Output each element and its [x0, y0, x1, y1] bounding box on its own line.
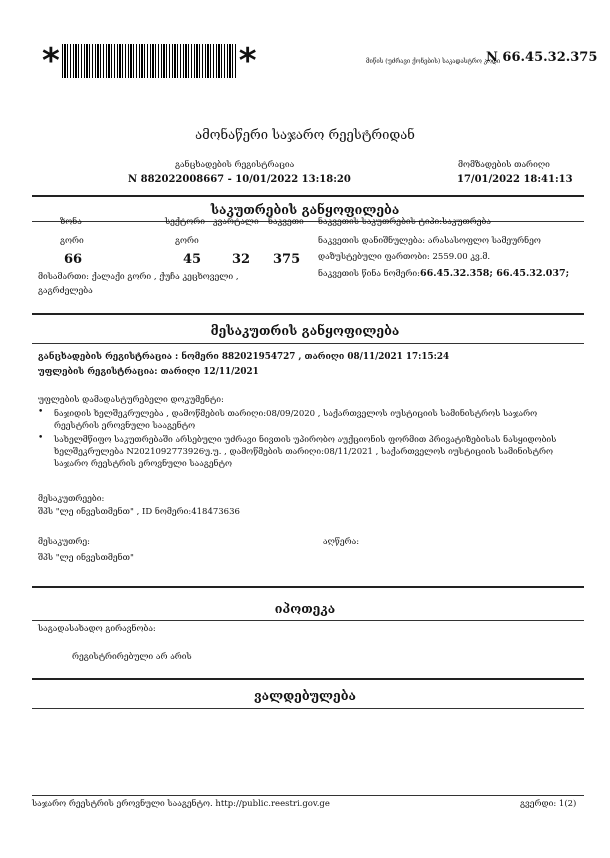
application-reg-value: N 882022008667 - 10/01/2022 13:18:20 — [128, 174, 351, 185]
divider — [32, 195, 584, 197]
col-zone-label: ზონა — [60, 217, 82, 227]
footer-page-number: გვერდი: 1(2) — [520, 799, 577, 809]
rights-registration-line: უფლების რეგისტრაცია: თარიღი 12/11/2021 — [38, 367, 259, 377]
footer-divider — [32, 795, 584, 796]
tax-lien-status: რეგისტრირებული არ არის — [72, 652, 192, 662]
divider — [32, 343, 584, 344]
parcel-designation: ნაკვეთის დანიშნულება: არასასოფლო სამეურნეო — [318, 236, 541, 246]
parcel-value: 375 — [273, 252, 301, 267]
document-item-1: ნაჯიდის ხელშეკრულება , დამოწმების თარიღი:08/09/2020 , საქართველოს იუსტიციის სამინისტროს საჯარო რეესტრის ეროვნული სააგენტო — [54, 409, 538, 431]
bullet-icon: • — [38, 407, 44, 417]
divider — [32, 678, 584, 680]
barcode-bars — [62, 44, 237, 78]
cadastral-code: N 66.45.32.375 — [486, 50, 598, 65]
footer-agency: საჯარო რეესტრის ეროვნული სააგენტო. http://public.reestri.gov.ge — [32, 799, 330, 809]
barcode-star-left: * — [42, 41, 60, 81]
divider — [32, 708, 584, 709]
sector-value: 45 — [183, 252, 202, 267]
property-section-title: საკუთრების განყოფილება — [210, 202, 400, 217]
previous-number-label: ნაკვეთის წინა ნომერი: — [318, 269, 420, 279]
owner-label: მესაკუთრე: — [38, 537, 91, 547]
previous-number-value: 66.45.32.358; 66.45.32.037; — [420, 268, 570, 279]
owner-application-line: განცხადების რეგისტრაცია : ნომერი 882021954727 , თარიღი 08/11/2021 17:15:24 — [38, 352, 450, 362]
documents-label: უფლების დამადასტურებელი დოკუმენტი: — [38, 395, 224, 405]
owners-value: შპს "ლე ინვესთმენთ" , ID ნომერი:418473636 — [38, 507, 240, 517]
extract-note: მიწის (უძრავი ქონების) საკადასტრო კოდი — [366, 58, 501, 65]
ownership-type: ნაკვეთის საკუთრების ტიპი:საკუთრება — [318, 217, 491, 227]
address-line1: ქალაქი გორი , ქუჩა კეცხოველი , — [91, 272, 239, 282]
divider — [32, 586, 584, 588]
application-reg-label: განცხადების რეგისტრაცია — [175, 160, 295, 170]
owners-label: მესაკუთრეები: — [38, 494, 105, 504]
col-quarter-label: კვარტალი — [213, 217, 259, 227]
barcode — [42, 40, 257, 82]
barcode-star-right: * — [238, 41, 257, 81]
mortgage-section-title: იპოთეკა — [274, 601, 336, 616]
document-title: ამონაწერი საჯარო რეესტრიდან — [195, 128, 415, 143]
bullet-icon: • — [38, 433, 44, 443]
sector-sublabel: გორი — [175, 236, 199, 246]
divider — [32, 313, 584, 315]
divider — [32, 620, 584, 621]
zone-value: 66 — [64, 252, 83, 267]
area-label: დაზუსტებული ფართობი: — [318, 252, 430, 262]
preparation-date-label: მომზადების თარიღი — [458, 160, 550, 170]
col-sector-label: სექტორი — [165, 217, 206, 227]
preparation-date-value: 17/01/2022 18:41:13 — [457, 174, 573, 185]
document-item-2: სახელმწიფო საკუთრებაში არსებული უძრავი ნივთის უპირობო აუქციონის ფორმით პრივატიზებისას ნასყიდობის ხელშეკრულება N2021092773926უ.უ. , დამოწმების თარიღი:08/11/2021 , საქართველოს იუსტიციის სამინისტრო საჯარო რეესტრის ეროვნული სააგენტო — [54, 435, 557, 469]
owner-value: შპს "ლე ინვესთმენთ" — [38, 553, 134, 563]
zone-sublabel: გორი — [60, 236, 84, 246]
description-label: აღწერა: — [323, 537, 360, 547]
owner-section-title: მესაკუთრის განყოფილება — [210, 323, 400, 338]
tax-lien-label: საგადასახადო გირავნობა: — [38, 624, 156, 634]
col-parcel-label: ნაკვეთი — [268, 217, 304, 227]
address-line2: გაგრძელება — [38, 286, 93, 296]
area-value: 2559.00 კვ.მ. — [432, 252, 491, 262]
divider — [32, 221, 584, 222]
address-label: მისამართი: — [38, 272, 90, 282]
debt-section-title: ვალდებულება — [254, 688, 356, 703]
quarter-value: 32 — [232, 252, 251, 267]
